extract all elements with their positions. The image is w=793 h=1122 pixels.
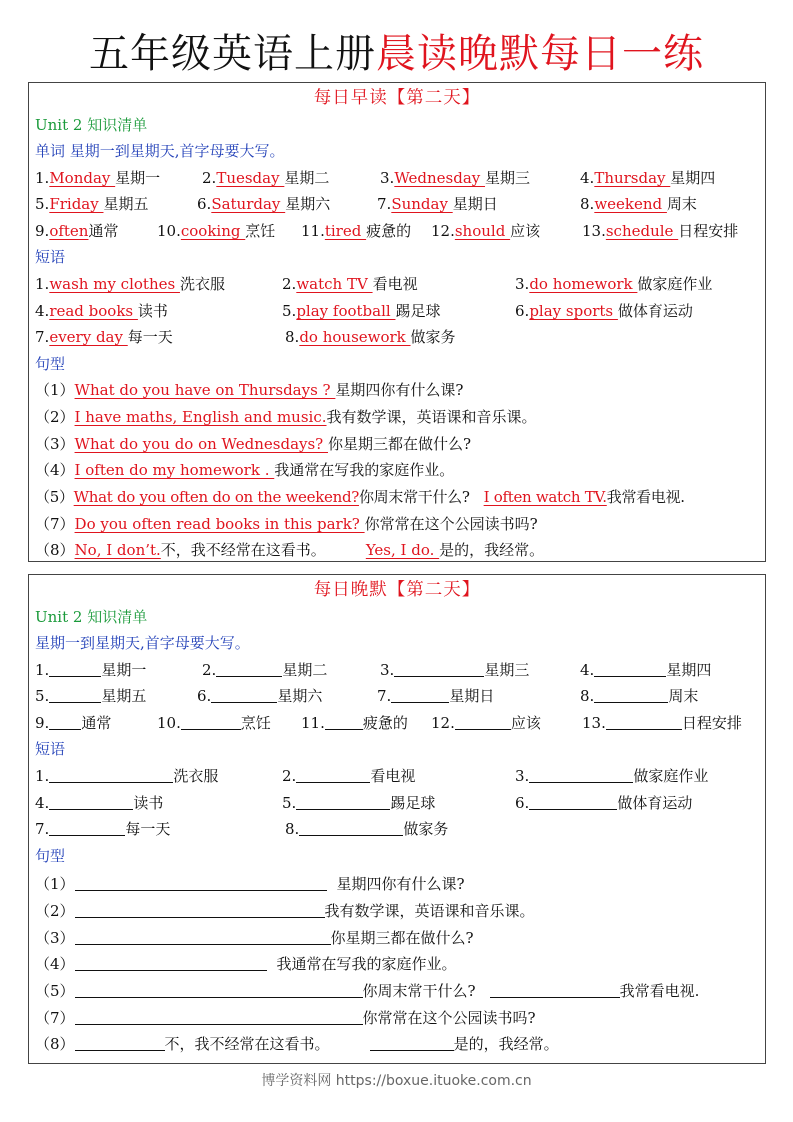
phrase-item: 1.wash my clothes 洗衣服 [35, 275, 225, 293]
sentence-line: （5）What do you often do on the weekend?你周末常干什么? I often watch TV.我常看电视. [35, 488, 685, 506]
answer-blank[interactable] [529, 792, 617, 810]
sentence-line: （7）Do you often read books in this park? 你常常在这个公园读书吗? [35, 515, 538, 533]
title-part2: 晨读晚默每日一练 [376, 31, 704, 77]
phrase-blank-item: 4. 读书 [35, 794, 164, 812]
word-blank-item: 6. 星期六 [197, 687, 323, 705]
sentence-blank-line: （1） 星期四你有什么课? [35, 875, 465, 893]
evening-phrases-heading: 短语 [35, 740, 66, 758]
word-blank-item: 7. 星期日 [377, 687, 495, 705]
answer-blank[interactable] [325, 712, 363, 730]
word-blank-item: 3. 星期三 [380, 661, 530, 679]
answer-blank[interactable] [490, 980, 620, 998]
morning-phrases-heading: 短语 [35, 248, 66, 266]
word-item: 13.schedule 日程安排 [582, 222, 739, 240]
phrase-item: 3.do homework 做家庭作业 [515, 275, 713, 293]
sentence-line: （4）I often do my homework . 我通常在写我的家庭作业。 [35, 461, 455, 479]
answer-blank[interactable] [594, 685, 668, 703]
phrase-blank-item: 6. 做体育运动 [515, 794, 693, 812]
evening-phrases-row [35, 816, 755, 842]
sentence-blank-line: （7） 你常常在这个公园读书吗? [35, 1009, 536, 1027]
footer-watermark: 博学资料网 https://boxue.ituoke.com.cn [261, 1073, 532, 1089]
answer-blank[interactable] [391, 685, 449, 703]
morning-phrases-row [35, 324, 755, 350]
morning-phrases-row [35, 271, 755, 297]
answer-blank[interactable] [75, 1033, 165, 1051]
word-blank-item: 9. 通常 [35, 714, 112, 732]
word-blank-item: 2. 星期二 [202, 661, 328, 679]
answer-blank[interactable] [606, 712, 682, 730]
word-item: 9.often通常 [35, 222, 119, 240]
answer-blank[interactable] [594, 659, 666, 677]
page-title [0, 26, 793, 82]
answer-blank[interactable] [296, 792, 390, 810]
word-blank-item: 11. 疲惫的 [301, 714, 408, 732]
word-item: 11.tired 疲惫的 [301, 222, 412, 240]
phrase-blank-item: 7. 每一天 [35, 820, 171, 838]
answer-blank[interactable] [75, 953, 267, 971]
word-item: 6.Saturday 星期六 [197, 195, 331, 213]
morning-unit: Unit 2 知识清单 [35, 116, 148, 134]
phrase-item: 4.read books 读书 [35, 302, 168, 320]
word-item: 1.Monday 星期一 [35, 169, 161, 187]
morning-sentences-heading: 句型 [35, 355, 66, 373]
answer-blank[interactable] [49, 765, 173, 783]
sentence-blank-line: （3） 你星期三都在做什么? [35, 929, 474, 947]
word-item: 10.cooking 烹饪 [157, 222, 276, 240]
answer-blank[interactable] [49, 818, 125, 836]
morning-reading-box [28, 82, 766, 562]
answer-blank[interactable] [394, 659, 484, 677]
evening-dictation-box [28, 574, 766, 1064]
word-blank-item: 10. 烹饪 [157, 714, 271, 732]
word-item: 5.Friday 星期五 [35, 195, 149, 213]
sentence-blank-line: （8） 不，我不经常在这看书。 是的，我经常。 [35, 1035, 559, 1053]
phrase-blank-item: 1. 洗衣服 [35, 767, 219, 785]
sentence-line: （1）What do you have on Thursdays ? 星期四你有什么课? [35, 381, 464, 399]
sentence-line: （2）I have maths, English and music.我有数学课，英语课和音乐课。 [35, 408, 537, 426]
phrase-item: 5.play football 踢足球 [282, 302, 441, 320]
answer-blank[interactable] [296, 765, 370, 783]
answer-blank[interactable] [49, 712, 81, 730]
word-blank-item: 12. 应该 [431, 714, 541, 732]
evening-words-row [35, 683, 755, 709]
answer-blank[interactable] [75, 900, 325, 918]
answer-blank[interactable] [299, 818, 403, 836]
evening-heading: 每日晚默【第二天】 [313, 580, 481, 600]
evening-phrases-row [35, 763, 755, 789]
word-item: 3.Wednesday 星期三 [380, 169, 531, 187]
word-blank-item: 4. 星期四 [580, 661, 712, 679]
sentence-blank-line: （4） 我通常在写我的家庭作业。 [35, 955, 457, 973]
word-item: 7.Sunday 星期日 [377, 195, 498, 213]
morning-words-row [35, 191, 755, 217]
answer-blank[interactable] [75, 927, 331, 945]
word-item: 2.Tuesday 星期二 [202, 169, 330, 187]
morning-words-heading: 单词 星期一到星期天,首字母要大写。 [35, 142, 285, 160]
phrase-item: 7.every day 每一天 [35, 328, 173, 346]
morning-words-row [35, 218, 761, 244]
title-part1: 五年级英语上册 [89, 31, 376, 77]
evening-phrases-row [35, 790, 755, 816]
evening-words-heading: 星期一到星期天,首字母要大写。 [35, 634, 250, 652]
phrase-blank-item: 8. 做家务 [285, 820, 449, 838]
evening-words-row [35, 710, 761, 736]
evening-sentences-heading: 句型 [35, 847, 66, 865]
sentence-line: （8）No, I don’t.不，我不经常在这看书。 Yes, I do. 是的，我经常。 [35, 541, 545, 559]
sentence-line: （3）What do you do on Wednesdays? 你星期三都在做什么? [35, 435, 472, 453]
sentence-blank-line: （2） 我有数学课，英语课和音乐课。 [35, 902, 535, 920]
sentence-blank-line: （5） 你周末常干什么? 我常看电视. [35, 982, 700, 1000]
answer-blank[interactable] [216, 659, 282, 677]
phrase-blank-item: 5. 踢足球 [282, 794, 436, 812]
answer-blank[interactable] [49, 659, 101, 677]
answer-blank[interactable] [370, 1033, 454, 1051]
evening-unit: Unit 2 知识清单 [35, 608, 148, 626]
word-item: 4.Thursday 星期四 [580, 169, 716, 187]
morning-phrases-row [35, 298, 755, 324]
word-blank-item: 1. 星期一 [35, 661, 147, 679]
answer-blank[interactable] [75, 980, 363, 998]
phrase-blank-item: 2. 看电视 [282, 767, 416, 785]
morning-heading: 每日早读【第二天】 [313, 88, 481, 108]
word-item: 12.should 应该 [431, 222, 541, 240]
word-item: 8.weekend 周末 [580, 195, 697, 213]
word-blank-item: 5. 星期五 [35, 687, 147, 705]
answer-blank[interactable] [181, 712, 241, 730]
word-blank-item: 13. 日程安排 [582, 714, 742, 732]
answer-blank[interactable] [49, 685, 101, 703]
phrase-item: 2.watch TV 看电视 [282, 275, 418, 293]
answer-blank[interactable] [49, 792, 133, 810]
answer-blank[interactable] [75, 873, 327, 891]
answer-blank[interactable] [211, 685, 277, 703]
answer-blank[interactable] [75, 1007, 363, 1025]
answer-blank[interactable] [529, 765, 633, 783]
morning-words-row [35, 165, 755, 191]
phrase-item: 8.do housework 做家务 [285, 328, 456, 346]
word-blank-item: 8. 周末 [580, 687, 699, 705]
evening-words-row [35, 657, 755, 683]
phrase-blank-item: 3. 做家庭作业 [515, 767, 709, 785]
answer-blank[interactable] [455, 712, 511, 730]
phrase-item: 6.play sports 做体育运动 [515, 302, 693, 320]
